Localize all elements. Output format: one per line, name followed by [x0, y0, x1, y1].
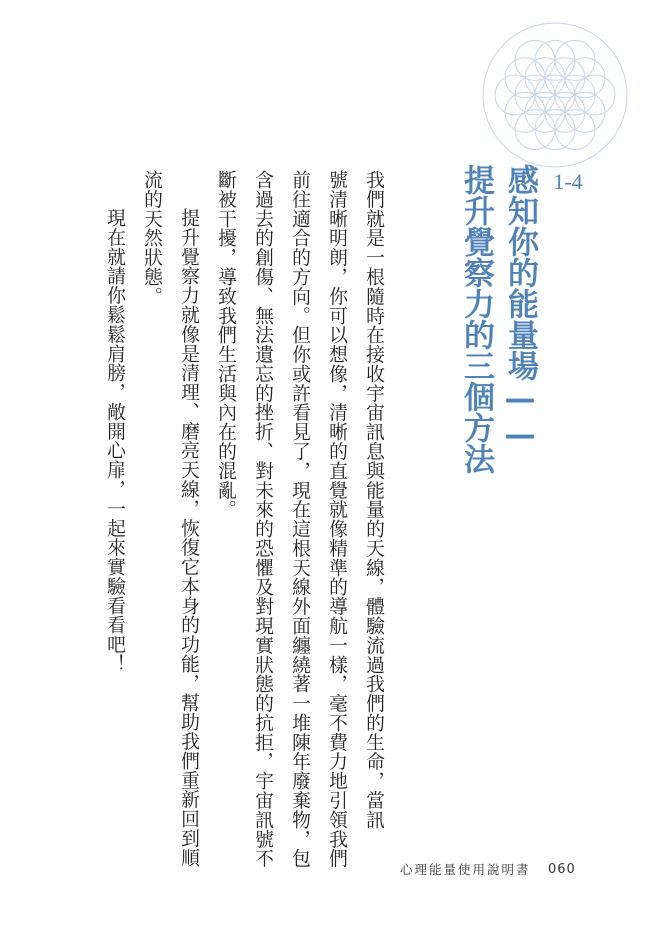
- page-number: 060: [548, 862, 576, 877]
- footer-book-title: 心理能量使用說明書: [400, 862, 531, 877]
- section-number: 1-4: [553, 169, 583, 194]
- text-column: 含過去的創傷、無法遺忘的挫折、對未來的恐懼及對現實狀態的抗拒，宇宙訊號不: [252, 170, 273, 869]
- text-column: 流的天然狀態。: [141, 170, 162, 306]
- body-text: [100, 170, 390, 869]
- text-column: 前往適合的方向。但你或許看見了，現在這根天線外面纏繞著一堆陳年廢棄物，包: [289, 170, 310, 869]
- text-column: [101, 170, 128, 810]
- text-column: 號清晰明朗，你可以想像，清晰的直覺就像精準的導航一樣，毫不費力地引領我們: [326, 170, 347, 869]
- text-column: 我們就是一根隨時在接收宇宙訊息與能量的天線，體驗流過我們的生命，當訊: [363, 170, 384, 830]
- flower-of-life-icon: [480, 20, 630, 170]
- text-column: [175, 170, 202, 868]
- chapter-title-line-1: 感知你的能量場——: [502, 164, 538, 453]
- text-column: 斷被干擾，導致我們生活與內在的混亂。: [215, 170, 236, 520]
- chapter-title-line-2: 提升覺察力的三個方法: [458, 164, 494, 474]
- text-column-content: 現在就請你鬆鬆肩膀，敞開心扉，一起來實驗看看吧！: [104, 208, 125, 674]
- text-column-content: 提升覺察力就像是清理、磨亮天線，恢復它本身的功能，幫助我們重新回到順: [178, 208, 199, 868]
